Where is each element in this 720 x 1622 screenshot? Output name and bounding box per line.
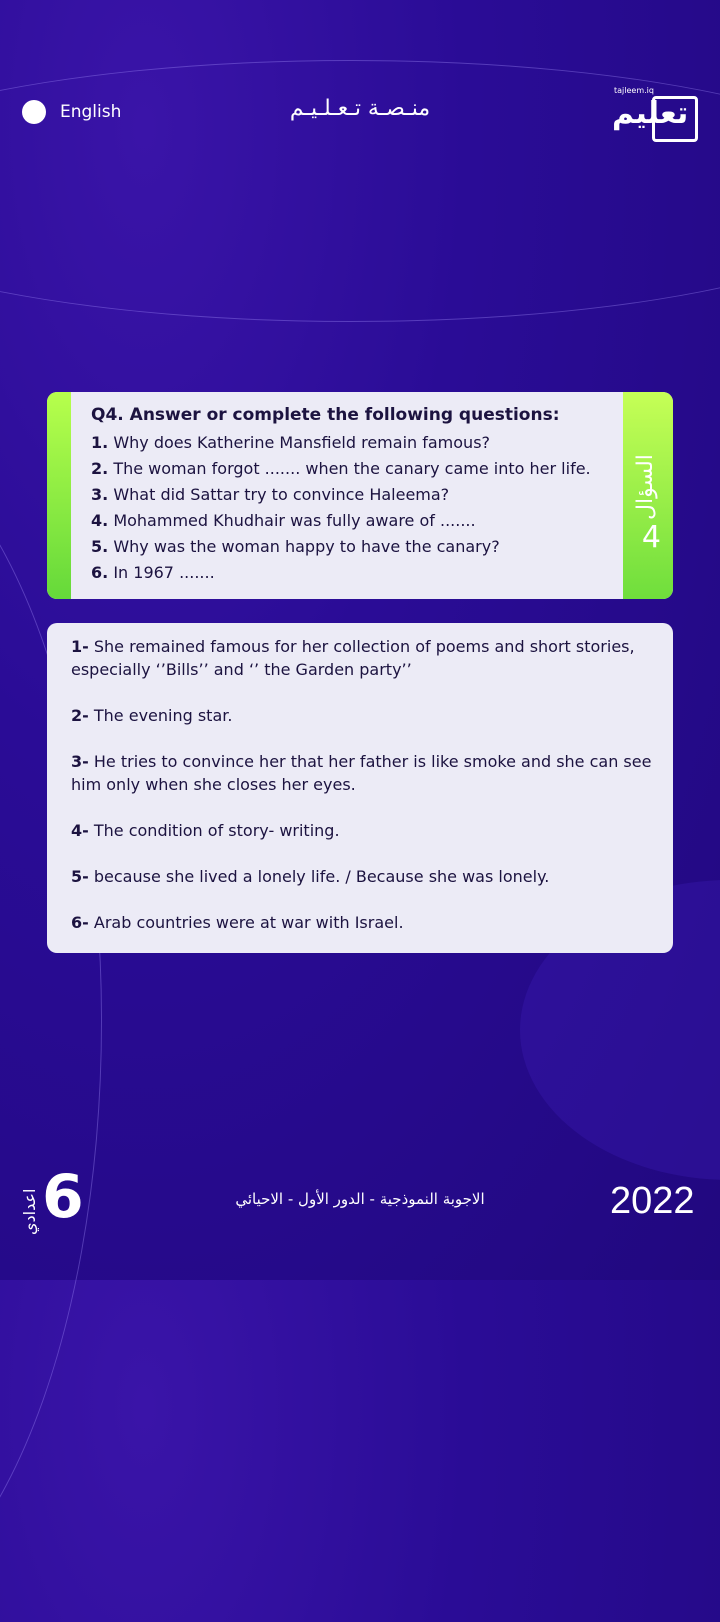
answer-number: 5- bbox=[71, 867, 89, 886]
question-content bbox=[91, 404, 611, 586]
grade-number: 6 bbox=[42, 1162, 84, 1232]
answers-content bbox=[71, 635, 661, 957]
question-item-number: 3. bbox=[91, 485, 109, 504]
question-card bbox=[47, 392, 673, 599]
answer-number: 4- bbox=[71, 821, 89, 840]
answer-item bbox=[71, 750, 661, 796]
question-side-number: 4 bbox=[641, 520, 661, 555]
radio-dot-icon[interactable] bbox=[22, 100, 46, 124]
question-item-text: In 1967 ....... bbox=[113, 563, 215, 582]
background-arc bbox=[0, 420, 102, 1622]
answer-text: He tries to convince her that her father is like smoke and she can see him only when she closes her eyes. bbox=[71, 752, 652, 794]
answer-item bbox=[71, 635, 661, 681]
question-item-text: Why does Katherine Mansfield remain famous? bbox=[113, 433, 491, 452]
question-item-number: 6. bbox=[91, 563, 109, 582]
accent-bar-left bbox=[47, 392, 71, 599]
language-toggle[interactable] bbox=[22, 100, 121, 124]
question-item-number: 2. bbox=[91, 459, 109, 478]
question-item-text: The woman forgot ....... when the canary came into her life. bbox=[113, 459, 591, 478]
answer-item bbox=[71, 865, 661, 888]
question-item-number: 5. bbox=[91, 537, 109, 556]
answer-item bbox=[71, 911, 661, 934]
question-item bbox=[91, 430, 611, 456]
answer-text: because she lived a lonely life. / Because she was lonely. bbox=[93, 867, 550, 886]
question-item bbox=[91, 560, 611, 586]
logo-text: تعليم bbox=[612, 96, 689, 131]
answer-number: 6- bbox=[71, 913, 89, 932]
question-item-number: 4. bbox=[91, 511, 109, 530]
year-label: 2022 bbox=[610, 1180, 695, 1222]
question-item bbox=[91, 456, 611, 482]
question-item-text: Mohammed Khudhair was fully aware of ....... bbox=[113, 511, 476, 530]
answer-item bbox=[71, 819, 661, 842]
answer-number: 3- bbox=[71, 752, 89, 771]
answer-text: Arab countries were at war with Israel. bbox=[93, 913, 404, 932]
question-item bbox=[91, 508, 611, 534]
brand-logo bbox=[610, 86, 698, 142]
logo-domain: tajleem.iq bbox=[614, 86, 654, 95]
question-item-text: What did Sattar try to convince Haleema? bbox=[113, 485, 450, 504]
question-title: Q4. Answer or complete the following questions: bbox=[91, 405, 560, 425]
answers-card bbox=[47, 623, 673, 953]
language-label: English bbox=[60, 102, 122, 122]
answer-item bbox=[71, 704, 661, 727]
question-item-text: Why was the woman happy to have the canary? bbox=[113, 537, 500, 556]
answer-text: The condition of story- writing. bbox=[93, 821, 340, 840]
grade-label: اعدادي bbox=[20, 1188, 39, 1235]
question-side-label: السؤال bbox=[633, 454, 658, 520]
answer-number: 2- bbox=[71, 706, 89, 725]
footer-subtitle: الاجوبة النموذجية - الدور الأول - الاحيائي bbox=[235, 1190, 485, 1208]
question-item bbox=[91, 534, 611, 560]
answer-text: The evening star. bbox=[93, 706, 233, 725]
question-item-number: 1. bbox=[91, 433, 109, 452]
question-item bbox=[91, 482, 611, 508]
answer-number: 1- bbox=[71, 637, 89, 656]
answer-text: She remained famous for her collection of poems and short stories, especially ‘’Bills’’ and ‘’ the Garden party’’ bbox=[71, 637, 635, 679]
platform-title: منـصـة تـعـلـيـم bbox=[289, 96, 431, 121]
